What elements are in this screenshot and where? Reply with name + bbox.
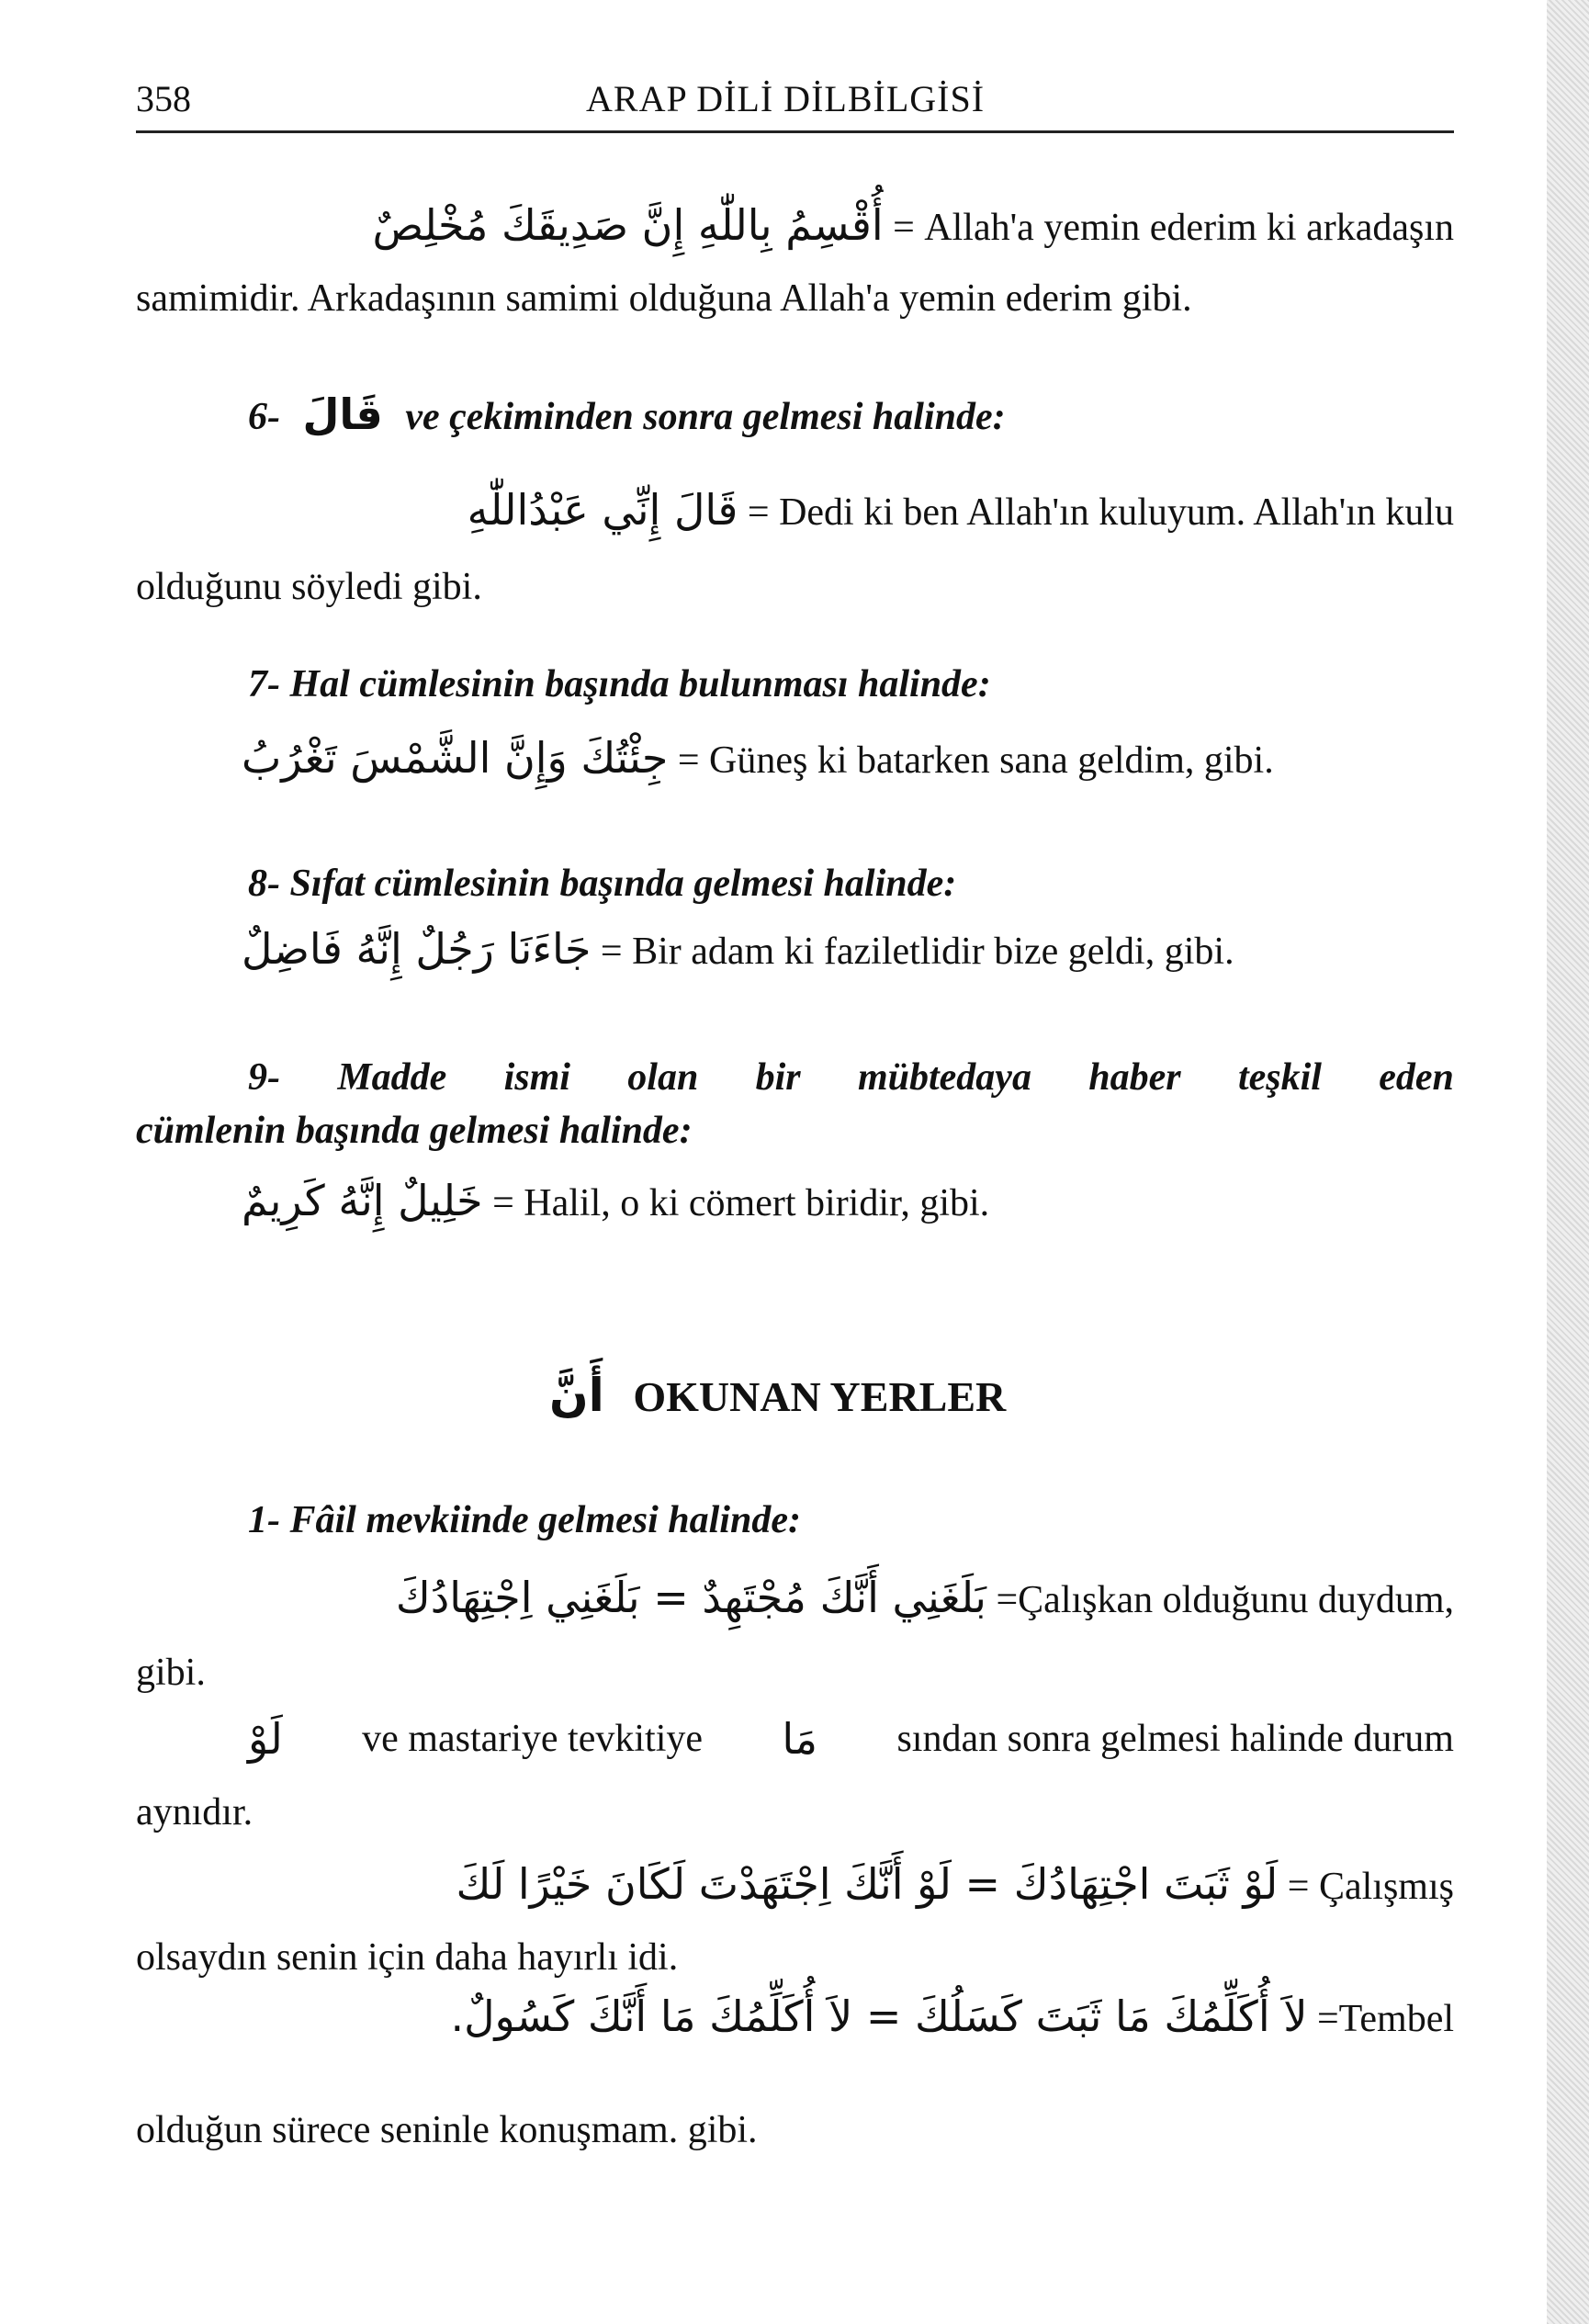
s9-word: eden xyxy=(1379,1056,1454,1099)
s1-example-arabic: بَلَغَنِي أَنَّكَ مُجْتَهِدٌ = بَلَغَنِي اِجْتِهَادُكَ xyxy=(395,1573,986,1622)
s1-heading: 1- Fâil mevkiinde gelmesi halinde: xyxy=(248,1499,801,1541)
s1-example3-text: =Tembel xyxy=(1316,1998,1454,2040)
s9-word: Madde xyxy=(337,1056,447,1099)
s9-word: olan xyxy=(627,1056,699,1099)
s7-example-line xyxy=(242,733,1560,785)
s6-heading xyxy=(248,389,1566,442)
s1-note-line-2: aynıdır. xyxy=(136,1791,254,1833)
s6-example-line-2: olduğunu söyledi gibi. xyxy=(136,566,482,608)
s1-example3-arabic: لاَ أُكَلِّمُكَ مَا ثَبَتَ كَسَلُكَ = لاَ أُكَلِّمُكَ مَا أَنَّكَ كَسُولٌ. xyxy=(450,1991,1308,2041)
s9-example-text: = Halil, o ki cömert biridir, gibi. xyxy=(492,1182,990,1224)
s8-heading: 8- Sıfat cümlesinin başında gelmesi halinde: xyxy=(248,863,957,905)
s6-example-line xyxy=(136,485,1454,537)
page-header xyxy=(136,73,1454,133)
s1-note-line xyxy=(248,1714,1454,1764)
note-arabic-law: لَوْ xyxy=(248,1714,283,1764)
s7-heading: 7- Hal cümlesinin başında bulunması halinde: xyxy=(248,663,991,705)
intro-example-line xyxy=(136,200,1454,253)
s9-example-arabic: خَلِيلٌ إِنَّهُ كَرِيمٌ xyxy=(242,1176,483,1225)
s6-example-text: = Dedi ki ben Allah'ın kuluyum. Allah'ın kulu xyxy=(747,491,1454,534)
s1-example3-line xyxy=(136,1991,1454,2044)
section-heading xyxy=(549,1369,1006,1422)
s9-word: bir xyxy=(755,1056,801,1099)
s1-example-text: =Çalışkan olduğunu duydum, xyxy=(996,1579,1454,1621)
note-text-1: ve mastariye tevkitiye xyxy=(362,1718,704,1760)
s7-example-arabic: جِئْتُكَ وَإِنَّ الشَّمْسَ تَغْرُبُ xyxy=(242,733,669,783)
page-number: 358 xyxy=(136,78,191,119)
s6-title: ve çekiminden sonra gelmesi halinde: xyxy=(405,396,1006,438)
s1-example2-line xyxy=(136,1859,1454,1912)
s1-example-line xyxy=(136,1573,1454,1625)
page-edge-shadow xyxy=(1547,0,1589,2324)
s9-word: mübtedaya xyxy=(857,1056,1031,1099)
s1-example2-text: = Çalışmış xyxy=(1287,1866,1454,1908)
s8-example-line xyxy=(242,924,1560,976)
s9-word: ismi xyxy=(503,1056,570,1099)
intro-line-2: samimidir. Arkadaşının samimi olduğuna Allah'a yemin ederim gibi. xyxy=(136,277,1192,320)
s9-example-line xyxy=(242,1176,1560,1228)
section-heading-arabic: أَنَّ xyxy=(549,1369,604,1422)
section-heading-text: OKUNAN YERLER xyxy=(633,1373,1007,1420)
s9-word: teşkil xyxy=(1237,1056,1322,1099)
s1-example2-line-2: olsaydın senin için daha hayırlı idi. xyxy=(136,1936,679,1979)
intro-translation: = Allah'a yemin ederim ki arkadaşın xyxy=(893,207,1454,249)
s9-word: haber xyxy=(1088,1056,1181,1099)
s9-word: 9- xyxy=(248,1056,280,1099)
note-arabic-ma: مَا xyxy=(782,1714,818,1764)
s1-example-line-2: gibi. xyxy=(136,1652,206,1694)
s6-arabic-word: قَالَ xyxy=(302,389,383,439)
running-title: ARAP DİLİ DİLBİLGİSİ xyxy=(586,78,986,119)
s7-example-text: = Güneş ki batarken sana geldim, gibi. xyxy=(677,739,1274,782)
note-text-2: sından sonra gelmesi halinde durum xyxy=(896,1718,1454,1760)
s8-example-arabic: جَاءَنَا رَجُلٌ إِنَّهُ فَاضِلٌ xyxy=(242,924,592,974)
s6-example-arabic: قَالَ إِنِّي عَبْدُاللّٰهِ xyxy=(467,485,738,535)
s9-heading-line-2: cümlenin başında gelmesi halinde: xyxy=(136,1110,693,1152)
s1-example2-arabic: لَوْ ثَبَتَ اجْتِهَادُكَ = لَوْ أَنَّكَ اِجْتَهَدْتَ لَكَانَ خَيْرًا لَكَ xyxy=(456,1859,1279,1909)
intro-arabic: أُقْسِمُ بِاللّٰهِ إِنَّ صَدِيقَكَ مُخْلِصٌ xyxy=(372,200,884,250)
s1-example3-line-2: olduğun sürece seninle konuşmam. gibi. xyxy=(136,2109,758,2151)
s9-heading-line-1 xyxy=(248,1053,1454,1102)
s6-number: 6- xyxy=(248,396,280,438)
s8-example-text: = Bir adam ki faziletlidir bize geldi, gibi. xyxy=(600,931,1234,973)
